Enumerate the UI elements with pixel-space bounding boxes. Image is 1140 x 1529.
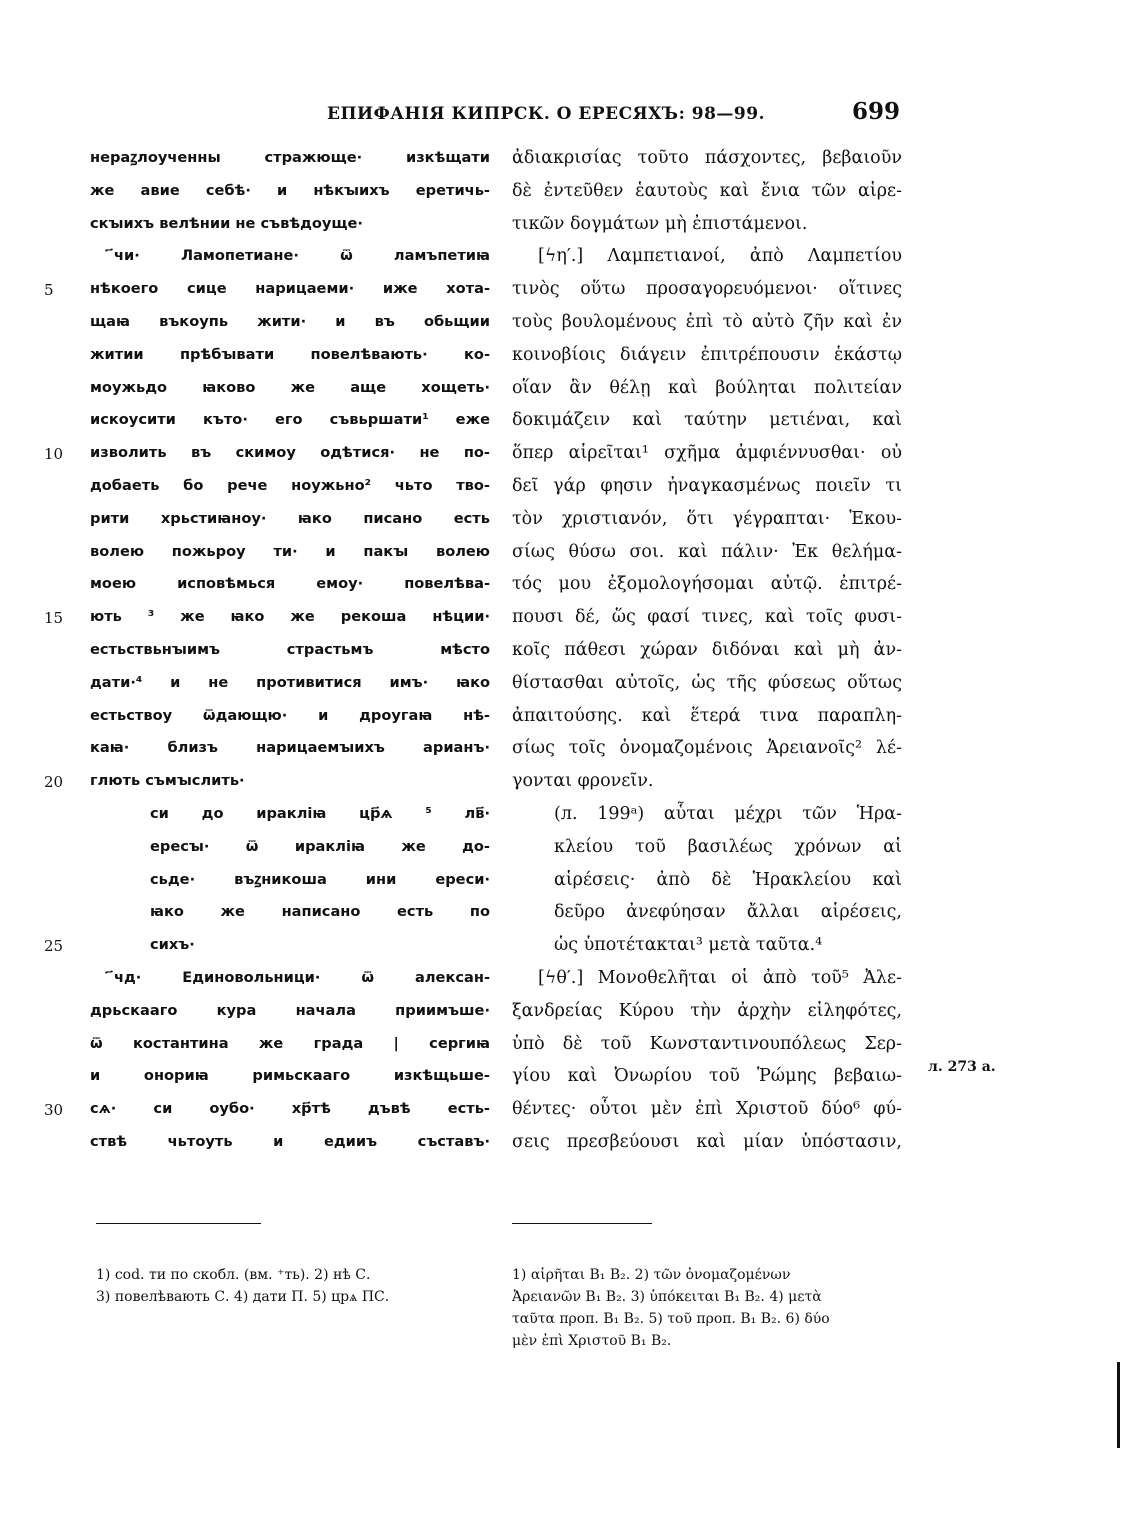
slavonic-line: искоусити къто· его съвьршати¹ еже [90, 411, 490, 429]
page-edge-mark [1117, 1362, 1120, 1448]
greek-line: δεῖ γάρ φησιν ἠναγκασμένως ποιεῖν τι [512, 475, 902, 496]
greek-line: ὑπὸ δὲ τοῦ Κωνσταντινουπόλεως Σερ- [512, 1033, 902, 1054]
slavonic-line: моужьдо ꙗково же аще хощеть· [90, 378, 490, 396]
greek-line: θίστασθαι αὐτοῖς, ὡς τῆς φύσεως οὕτως [512, 672, 902, 693]
greek-line: τοὺς βουλομένους ἐπὶ τὸ αὐτὸ ζῆν καὶ ἐν [512, 311, 902, 332]
greek-line: ὡς ὑποτέτακται³ μετὰ ταῦτα.⁴ [554, 935, 823, 956]
slavonic-line: ҃чи· Ламопетиане· ѿ ламъпетиꙗ [114, 247, 490, 265]
slavonic-line: ересꙑ· ѿ иракліꙗ же до- [150, 837, 490, 855]
slavonic-line: скꙑихъ велѣнии не съвѣдоуще· [90, 214, 363, 232]
greek-line: κλείου τοῦ βασιλέως χρόνων αἱ [554, 836, 902, 857]
slavonic-line: изволить въ скимоу одѣтися· не по- [90, 444, 490, 462]
slavonic-line: щаꙗ въкоупь жити· и въ обьщии [90, 312, 490, 330]
slavonic-footnotes [96, 1264, 491, 1308]
footnote-rule-left [96, 1223, 261, 1224]
greek-line: τικῶν δογμάτων μὴ ἐπιστάμενοι. [512, 213, 808, 234]
footnote-line: 1) αἱρῆται B₁ B₂. 2) τῶν ὀνομαζομένων [512, 1267, 791, 1283]
slavonic-line: дрьскааго кура начала приимъше· [90, 1001, 490, 1019]
greek-footnotes [512, 1264, 904, 1352]
greek-line: σίως τοῖς ὀνομαζομένοις Ἀρειανοῖς² λέ- [512, 738, 902, 759]
greek-line: ἀπαιτούσης. καὶ ἕτερά τινα παραπλη- [512, 705, 902, 726]
greek-line: [ϟθ′.] Μονοθελῆται οἱ ἀπὸ τοῦ⁵ Ἀλε- [538, 967, 902, 988]
greek-line: (л. 199ᵃ) αὗται μέχρι τῶν Ἡρα- [554, 803, 902, 824]
greek-line: κοῖς πάθεσι χώραν διδόναι καὶ μὴ ἀν- [512, 639, 902, 660]
line-number: 15 [44, 609, 64, 628]
greek-line: [ϟη′.] Λαμπετιανοί, ἀπὸ Λαμπετίου [538, 246, 902, 267]
greek-line: δεῦρο ἀνεφύησαν ἄλλαι αἱρέσεις, [554, 902, 902, 923]
running-header: ЕПИФАНІЯ КИПРСК. О ЕРЕСЯХЪ: 98—99. [327, 104, 765, 124]
line-number: 20 [44, 773, 64, 792]
line-number: 25 [44, 937, 64, 956]
greek-line: ἀδιακρισίας τοῦτο πάσχοντες, βεβαιοῦν [512, 148, 902, 168]
greek-line: τός μου ἐξομολογήσομαι αὐτῷ. ἐπιτρέ- [512, 574, 902, 595]
greek-line: κοινοβίοις διάγειν ἐπιτρέπουσιν ἑκάστῳ [512, 344, 902, 365]
line-number: 10 [44, 445, 64, 464]
greek-line: δὲ ἐντεῦθεν ἑαυτοὺς καὶ ἔνια τῶν αἱρε- [512, 180, 902, 201]
greek-line: αἱρέσεις· ἀπὸ δὲ Ἡρακλείου καὶ [554, 869, 902, 890]
greek-line: θέντες· οὗτοι μὲν ἐπὶ Χριστοῦ δύο⁶ φύ- [512, 1099, 902, 1120]
slavonic-line: волею пожьроу ти· и пакꙑ волею [90, 542, 490, 560]
slavonic-line: ҃чд· Единовольници· ѿ алексан- [114, 968, 490, 986]
footnote-line: μὲν ἐπὶ Χριστοῦ B₁ B₂. [512, 1333, 672, 1349]
manuscript-folio-note: л. 273 a. [928, 1059, 996, 1075]
slavonic-line: ють ³ же ꙗко же рекоша нѣции· [90, 608, 490, 626]
slavonic-line: ѿ костантина же града | сергиꙗ [90, 1034, 490, 1052]
slavonic-line: нераꙁлоученны стражюще· изкѣщати [90, 149, 490, 166]
slavonic-line: естьствоу ѿдающю· и дроугаꙗ нѣ- [90, 706, 490, 724]
slavonic-line: каꙗ· близъ нарицаемꙑихъ арианъ· [90, 739, 490, 757]
slavonic-line: ствѣ чьтоуть и едииъ съставъ· [90, 1132, 490, 1150]
slavonic-line: же авие себѣ· и нѣкꙑихъ еретичь- [90, 181, 490, 199]
slavonic-line: естьствьнꙑимъ страстьмъ мѣсто [90, 640, 490, 658]
footnote-line: ταῦτα προπ. B₁ B₂. 5) τοῦ προπ. B₁ B₂. 6) δύο [512, 1311, 830, 1327]
slavonic-line: рити хрьстиꙗноу· ꙗко писано есть [90, 509, 490, 527]
slavonic-line: глють съмꙑслить· [90, 772, 245, 790]
footnote-line: 3) повелѣвають С. 4) дати П. 5) црѧ ПС. [96, 1289, 390, 1305]
greek-line: γονται φρονεῖν. [512, 771, 654, 792]
slavonic-line: ꙗко же написано есть по [150, 903, 490, 921]
footnote-line: 1) cod. ти по скобл. (вм. ⁺ть). 2) нѣ С. [96, 1267, 371, 1283]
greek-line: ξανδρείας Κύρου τὴν ἀρχὴν εἰληφότες, [512, 1000, 902, 1021]
slavonic-line: дати·⁴ и не противитися имъ· ꙗко [90, 673, 490, 691]
greek-line: οἵαν ἂν θέλῃ καὶ βούληται πολιτείαν [512, 377, 902, 398]
slavonic-line: нѣкоего сице нарицаеми· иже хота- [90, 280, 490, 298]
greek-line: σίως θύσω σοι. καὶ πάλιν· Ἐκ θελήμα- [512, 541, 902, 562]
greek-line: τινὸς οὕτω προσαγορευόμενοι· οἵτινες [512, 279, 902, 300]
greek-line: ὅπερ αἱρεῖται¹ σχῆμα ἀμφιέννυσθαι· οὐ [512, 443, 902, 464]
page-number: 699 [852, 98, 901, 125]
footnote-rule-right [512, 1223, 652, 1224]
slavonic-column [90, 142, 490, 1159]
greek-line: γίου καὶ Ὀνωρίου τοῦ Ῥώμης βεβαιω- [512, 1066, 902, 1087]
slavonic-line: житии прѣбꙑвати повелѣвають· ко- [90, 345, 490, 363]
greek-line: σεις πρεσβεύουσι καὶ μίαν ὑπόστασιν, [512, 1131, 902, 1152]
slavonic-line: добаеть бо рече ноужьно² чьто тво- [90, 476, 490, 494]
slavonic-line: сѧ· си оубо· хр҃тѣ дъвѣ есть- [90, 1100, 490, 1118]
greek-column [512, 142, 902, 1159]
line-number: 30 [44, 1101, 64, 1120]
slavonic-line: моею исповѣмься емоу· повелѣва- [90, 575, 490, 593]
line-number: 5 [44, 281, 54, 300]
greek-line: δοκιμάζειν καὶ ταύτην μετιέναι, καὶ [512, 410, 902, 431]
greek-line: πουσι δέ, ὥς φασί τινες, καὶ τοῖς φυσι- [512, 607, 902, 628]
slavonic-line: сихъ· [150, 936, 195, 954]
slavonic-line: сьде· въꙁникоша ини ереси· [150, 870, 490, 888]
greek-line: τὸν χριστιανόν, ὅτι γέγραπται· Ἑκου- [512, 508, 902, 529]
slavonic-line: и онориꙗ римьскааго изкѣщьше- [90, 1067, 490, 1085]
footnote-line: Ἀρειανῶν B₁ B₂. 3) ὑπόκειται B₁ B₂. 4) μετὰ [512, 1289, 822, 1305]
slavonic-line: си до иракліꙗ цр҃ѧ ⁵ лв҃· [150, 804, 490, 822]
